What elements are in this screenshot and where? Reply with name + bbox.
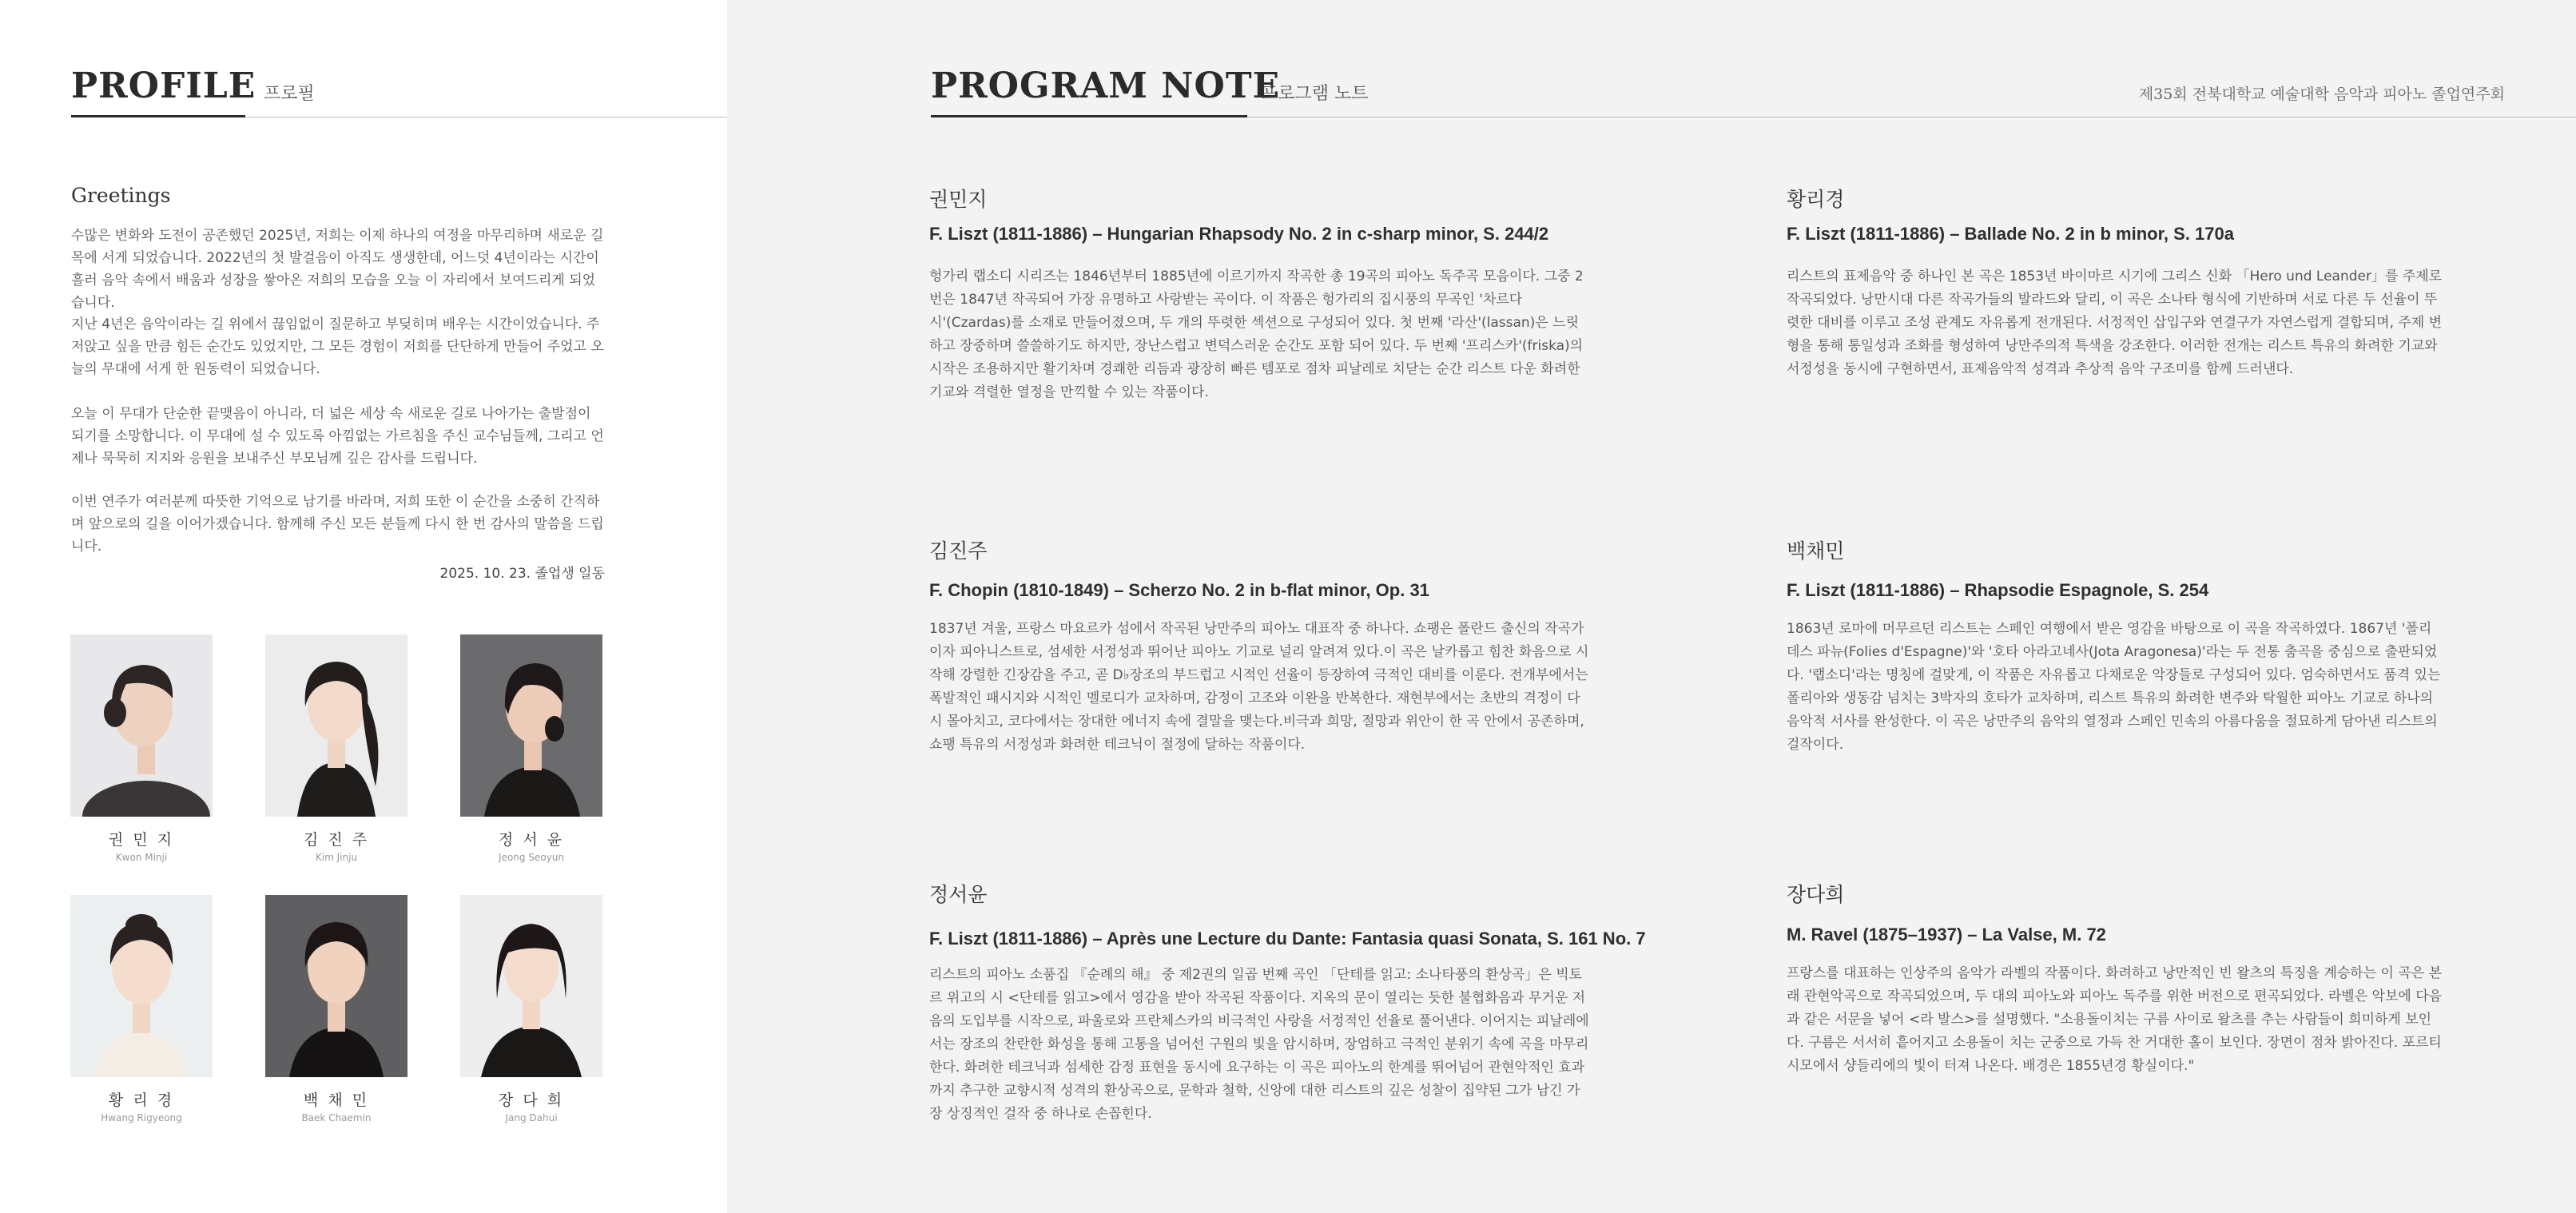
profile-panel — [0, 0, 727, 1213]
performer-name: 장다희 — [1787, 883, 1845, 906]
portrait-photo — [70, 634, 213, 817]
program-heading: PROGRAM NOTE — [931, 66, 1281, 106]
piece-title: F. Liszt (1811-1886) – Hungarian Rhapsody No. 2 in c-sharp minor, S. 244/2 — [929, 224, 1549, 244]
greeting-paragraph: 수많은 변화와 도전이 공존했던 2025년, 저희는 이제 하나의 여정을 마무리하며 새로운 길목에 서게 되었습니다. 2022년의 첫 발걸음이 아직도 생생한데, 어느덧 4년이라는 시간이 흘러 음악 속에서 배움과 성장을 쌓아온 저희의 모습을 오늘 이 자리에서 보여드리게 되었습니다. — [71, 228, 604, 311]
portrait-photo — [265, 634, 407, 817]
profile-heading: PROFILE — [71, 66, 256, 106]
piece-title: F. Chopin (1810-1849) – Scherzo No. 2 in b-flat minor, Op. 31 — [929, 580, 1429, 600]
performer-name: 정서윤 — [929, 883, 988, 906]
concert-title: 제35회 전북대학교 예술대학 음악과 피아노 졸업연주회 — [2138, 86, 2505, 103]
greeting-paragraph: 오늘 이 무대가 단순한 끝맺음이 아니라, 더 넓은 세상 속 새로운 길로 나아가는 출발점이 되기를 소망합니다. 이 무대에 설 수 있도록 아낌없는 가르침을 주신 교수님들께, 그리고 언제나 묵묵히 지지와 응원을 보내주신 부모님께 깊은 감사를 드립니다. — [71, 406, 604, 467]
greeting-paragraph: 이번 연주가 여러분께 따뜻한 기억으로 남기를 바라며, 저희 또한 이 순간을 소중히 간직하며 앞으로의 길을 이어가겠습니다. 함께해 주신 모든 분들께 다시 한 번 감사의 말씀을 드립니다. — [71, 494, 604, 555]
member-name-ko: 백 채 민 — [303, 1092, 370, 1109]
greetings-title: Greetings — [71, 184, 171, 207]
member-name-ko: 김 진 주 — [303, 831, 370, 849]
program-note-body: 리스트의 표제음악 중 하나인 본 곡은 1853년 바이마르 시기에 그리스 신화 「Hero und Leander」를 주제로 작곡되었다. 낭만시대 다른 작곡가들의 발라드와 달리, 이 곡은 소나타 형식에 기반하며 서로 다른 두 선율이 뚜렷한 대비를 이루고 조성 관계도 자유롭게 전개된다. 서정적인 삽입구와 연결구가 자연스럽게 결합되며, 주제 변형을 통해 통일성과 조화를 형성하여 낭만주의적 특색을 강조한다. 이러한 전개는 리스트 특유의 화려한 기교와 서정성을 동시에 구현하면서, 표제음악적 성격과 추상적 음악 구조미를 함께 드러낸다. — [1787, 268, 2443, 377]
portrait-photo — [460, 895, 602, 1077]
piece-title: M. Ravel (1875–1937) – La Valse, M. 72 — [1787, 925, 2106, 945]
member-name-en: Jang Dahui — [505, 1112, 558, 1124]
member-name-ko: 장 다 희 — [498, 1092, 565, 1109]
greeting-paragraph: 지난 4년은 음악이라는 길 위에서 끊임없이 질문하고 부딪히며 배우는 시간이었습니다. 주저앉고 싶을 만큼 힘든 순간도 있었지만, 그 모든 경험이 저희를 단단하게 만들어 주었고 오늘의 무대에 서게 한 원동력이 되었습니다. — [71, 316, 604, 377]
member-name-ko: 황 리 경 — [108, 1092, 175, 1109]
program-note-body: 헝가리 랩소디 시리즈는 1846년부터 1885년에 이르기까지 작곡한 총 19곡의 피아노 독주곡 모음이다. 그중 2번은 1847년 작곡되어 가장 유명하고 사랑받는 곡이다. 이 작품은 헝가리의 집시풍의 무곡인 '차르다시'(Czardas)를 소재로 만들어졌으며, 두 개의 뚜렷한 섹션으로 구성되어 있다. 첫 번째 '라산'(lassan)은 느릿하고 장중하며 쓸쓸하기도 하지만, 장난스럽고 변덕스러운 순간도 포함 되어 있다. 두 번째 '프리스카'(friska)의 시작은 조용하지만 활기차며 경쾌한 리듬과 광장히 빠른 템포로 점차 피날레로 치닫는 순간 리스트 다운 화려한 기교와 격렬한 열정을 만끽할 수 있는 작품이다. — [929, 268, 1584, 400]
member-name-en: Kim Jinju — [315, 852, 358, 863]
profile-subheading: 프로필 — [264, 84, 315, 104]
member-name-en: Hwang Rigyeong — [101, 1112, 182, 1124]
performer-name: 백채민 — [1787, 539, 1845, 563]
piece-title: F. Liszt (1811-1886) – Ballade No. 2 in b minor, S. 170a — [1787, 224, 2235, 244]
program-note-body: 리스트의 피아노 소품집 『순례의 해』 중 제2권의 일곱 번째 곡인 「단테를 읽고: 소나타풍의 환상곡」은 빅토르 위고의 시 <단테를 읽고>에서 영감을 받아 작곡된 작품이다. 지옥의 문이 열리는 듯한 불협화음과 무거운 저음의 도입부를 시작으로, 파울로와 프란체스카의 비극적인 사랑을 서정적인 선율로 풀어낸다. 이어지는 피날레에서는 장조의 찬란한 화성을 통해 고통을 넘어선 구원의 빛을 암시하며, 장엄하고 극적인 분위기 속에 곡을 마무리한다. 화려한 테크닉과 섬세한 감정 표현을 동시에 요구하는 이 곡은 피아노의 한계를 뛰어넘어 관현악적인 효과까지 추구한 교향시적 성격의 환상곡으로, 문학과 철학, 신앙에 대한 리스트의 깊은 성찰이 집약된 그가 남긴 가장 상징적인 걸작 중 하나로 손꼽힌다. — [929, 967, 1589, 1122]
profile-heading-underline — [71, 115, 245, 117]
piece-title: F. Liszt (1811-1886) – Après une Lecture du Dante: Fantasia quasi Sonata, S. 161 No. 7 — [929, 929, 1646, 949]
member-name-en: Jeong Seoyun — [499, 852, 564, 863]
program-note-body: 프랑스를 대표하는 인상주의 음악가 라벨의 작품이다. 화려하고 낭만적인 빈 왈츠의 특징을 계승하는 이 곡은 본래 관현악곡으로 작곡되었으며, 두 대의 피아노와 피아노 독주를 위한 버전으로 편곡되었다. 라벨은 악보에 다음과 같은 서문을 넣어 <라 발스>를 설명했다. "소용돌이치는 구름 사이로 왈츠를 추는 사람들이 희미하게 보인다. 구름은 서서히 흩어지고 소용돌이 치는 군중으로 가득 찬 거대한 홀이 보인다. 장면이 점차 밝아진다. 포르티시모에서 샹들리에의 빛이 터져 나온다. 배경은 1855년경 황실이다." — [1787, 965, 2443, 1074]
member-name-en: Kwon Minji — [115, 852, 168, 863]
program-note-panel — [727, 0, 2576, 1213]
member-name-ko: 권 민 지 — [108, 831, 175, 849]
program-note-body: 1863년 로마에 머무르던 리스트는 스페인 여행에서 받은 영감을 바탕으로 이 곡을 작곡하였다. 1867년 '폴리 데스 파뉴(Folies d'Espagne)'와 '호타 아라고네사(Jota Aragonesa)'라는 두 전통 춤곡을 중심으로 출판되었다. '랩소디'라는 명칭에 걸맞게, 이 작품은 자유롭고 다채로운 악장들로 구성되어 있다. 엄숙하면서도 품격 있는 폴리아와 생동감 넘치는 3박자의 호타가 교차하며, 리스트 특유의 화려한 변주와 탁월한 피아노 기교로 하나의 음악적 서사를 완성한다. 이 곡은 낭만주의 음악의 열정과 스페인 민속의 아름다움을 절묘하게 담아낸 리스트의 걸작이다. — [1787, 621, 2441, 753]
performer-name: 김진주 — [929, 539, 988, 563]
member-name-ko: 정 서 윤 — [498, 831, 565, 849]
portrait-photo — [460, 634, 602, 817]
program-heading-underline — [931, 115, 1247, 117]
piece-title: F. Liszt (1811-1886) – Rhapsodie Espagnole, S. 254 — [1787, 580, 2209, 600]
program-note-body: 1837년 겨울, 프랑스 마요르카 섬에서 작곡된 낭만주의 피아노 대표작 중 하나다. 쇼팽은 폴란드 출신의 작곡가이자 피아니스트로, 섬세한 서정성과 뛰어난 피아노 기교로 널리 알려져 있다.이 곡은 날카롭고 힘찬 화음으로 시작해 강렬한 긴장감을 주고, 곧 D♭장조의 부드럽고 시적인 선율이 등장하여 극적인 대비를 이룬다. 전개부에서는 폭발적인 패시지와 시적인 멜로디가 교차하며, 감정이 고조와 이완을 반복한다. 재현부에서는 초반의 격정이 다시 몰아치고, 코다에서는 장대한 에너지 속에 결말을 맺는다.비극과 희망, 절망과 위안이 한 곡 안에서 공존하며, 쇼팽 특유의 서정성과 화려한 테크닉이 절정에 달하는 작품이다. — [929, 621, 1589, 753]
portrait-photo — [70, 895, 213, 1077]
portrait-photo — [265, 895, 407, 1077]
program-subheading: 프로그램 노트 — [1261, 84, 1369, 104]
greeting-date-signature: 2025. 10. 23. 졸업생 일동 — [439, 566, 605, 582]
member-name-en: Baek Chaemin — [301, 1112, 372, 1124]
performer-name: 권민지 — [929, 188, 988, 211]
performer-name: 황리경 — [1787, 188, 1845, 211]
